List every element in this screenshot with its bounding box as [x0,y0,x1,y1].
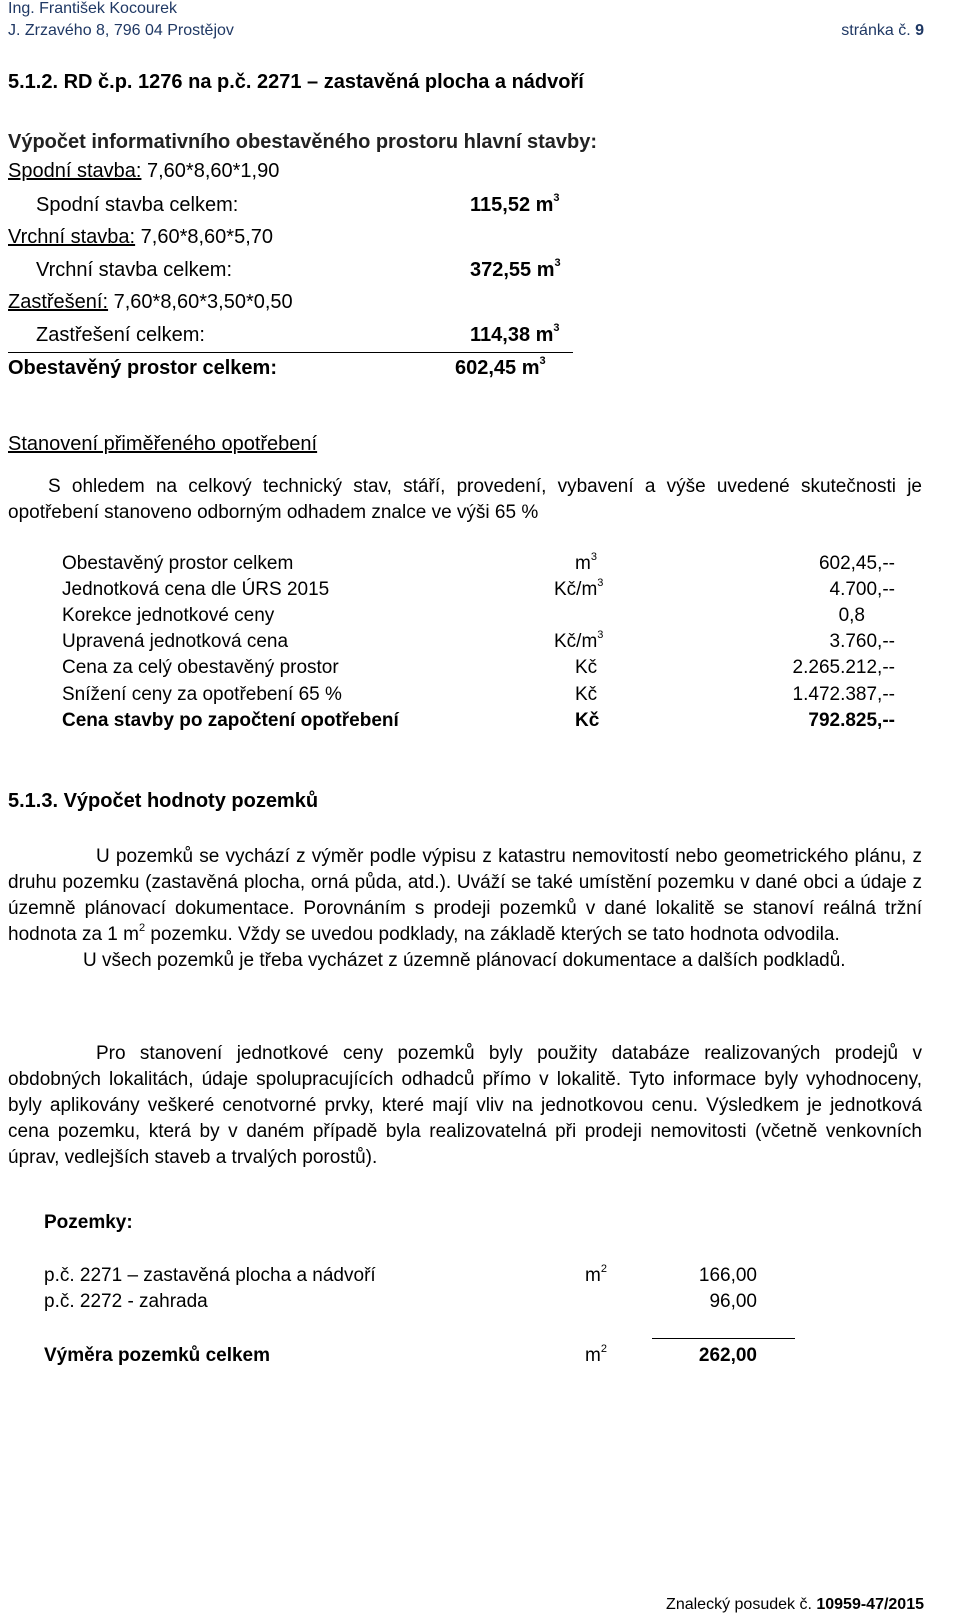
land-total-unit [585,1342,607,1367]
land-total-value: 262,00 [698,1345,757,1366]
price-row-unit [554,576,604,601]
unit-text: m [585,1345,601,1366]
price-row-value: 0,8 [838,605,865,626]
price-row-unit [554,628,604,653]
unit-text: Kč/m [554,631,598,652]
price-row-label: Obestavěný prostor celkem [62,553,294,574]
calc-row-label: Spodní stavba: [8,160,142,182]
land-paragraph-2: U všech pozemků je třeba vycházet z územně plánovací dokumentace a dalších podkladů. [83,950,846,971]
footer-label: Znalecký posudek č. [666,1596,817,1613]
unit-superscript: 3 [553,192,560,205]
calc-row-label: Vrchní stavba: [8,226,136,248]
unit-superscript: 2 [600,1262,607,1275]
unit-text: m [575,553,591,574]
price-row-label: Korekce jednotkové ceny [62,605,275,626]
price-row-label: Upravená jednotková cena [62,631,289,652]
sum-rule [8,352,573,353]
land-sum-rule [652,1338,795,1339]
unit-superscript: 3 [553,322,560,335]
price-row-value: 4.700,-- [829,579,895,600]
footer-report-number [666,1596,924,1614]
price-row-unit: Kč [575,710,600,731]
total-value-text: 115,52 m [470,194,554,216]
author-name: Ing. František Kocourek [8,0,177,17]
price-row-label: Cena stavby po započtení opotřebení [62,710,399,731]
unit-text: Kč/m [554,579,598,600]
price-row-value: 1.472.387,-- [792,684,895,705]
unit-text: m [585,1265,601,1286]
footer-number: 10959-47/2015 [816,1596,924,1613]
land-item-unit [585,1262,607,1287]
page-number [841,22,924,40]
land-item-label: p.č. 2271 – zastavěná plocha a nádvoří [44,1265,376,1286]
total-value-text: 114,38 m [470,324,554,346]
price-row-unit [575,550,597,575]
calc-row-formula [8,291,293,314]
land-paragraph-3: Pro stanovení jednotkové ceny pozemků byly použity databáze realizovaných prodejů v obdobných lokalitách, údaje spolupracujících odhadců přímo v lokalitě. Tyto informace byly vyhodnoceny, byly aplikovány veškeré cenotvorné prvky, které mají vliv na jednotkovou cenu. Výsledkem je jednotková cena pozemku, která by v daném případě byla realizovatelná při prodeji nemovitosti (včetně venkovních úprav, vedlejších staveb a trvalých porostů). [8,1043,922,1168]
unit-superscript: 2 [600,1342,607,1355]
calc-title: Výpočet informativního obestavěného prostoru hlavní stavby: [8,131,597,153]
wear-heading: Stanovení přiměřeného opotřebení [8,433,318,455]
grand-total-label: Obestavěný prostor celkem: [8,357,277,379]
price-row-unit: Kč [575,657,598,678]
calc-row-total-label: Spodní stavba celkem: [36,194,239,216]
price-row-label: Cena za celý obestavěný prostor [62,657,339,678]
unit-superscript: 3 [590,550,597,563]
calc-row-total-value [470,194,560,217]
section-title-512: 5.1.2. RD č.p. 1276 na p.č. 2271 – zastavěná plocha a nádvoří [8,71,584,93]
land-heading: Pozemky: [44,1212,133,1233]
land-total-label: Výměra pozemků celkem [44,1345,271,1366]
land-item-value: 96,00 [709,1291,757,1312]
paragraph-text: U pozemků se vychází z výměr podle výpisu z katastru nemovitostí nebo geometrického plánu, z druhu pozemku (zastavěná plocha, orná půda, atd.). Uváží se také umístění pozemku v dané obci a údaje z územně plánovací dokumentace. Porovnáním s prodeji pozemků v dané lokalitě se stanoví reálná tržní hodnota za 1 m [8,846,922,945]
author-address: J. Zrzavého 8, 796 04 Prostějov [8,22,234,39]
grand-total-text: 602,45 m [455,357,540,379]
price-row-value: 3.760,-- [829,631,895,652]
calc-row-formula-value: 7,60*8,60*1,90 [141,160,280,182]
calc-row-formula-value: 7,60*8,60*5,70 [135,226,274,248]
price-row-unit: Kč [575,684,598,705]
calc-row-formula [8,226,273,249]
price-row-label: Snížení ceny za opotřebení 65 % [62,684,342,705]
price-row-value: 792.825,-- [808,710,895,731]
unit-superscript: 3 [597,576,604,589]
wear-text: S ohledem na celkový technický stav, stáří, provedení, vybavení a výše uvedené skutečnosti je opotřebení stanoveno odborným odhadem znalce ve výši 65 % [8,476,922,523]
total-value-text: 372,55 m [470,259,555,281]
calc-row-formula-value: 7,60*8,60*3,50*0,50 [108,291,293,313]
calc-row-total-label: Vrchní stavba celkem: [36,259,233,281]
land-item-value: 166,00 [698,1265,757,1286]
grand-total-value [455,357,546,380]
unit-superscript: 3 [554,257,561,270]
calc-row-total-label: Zastřešení celkem: [36,324,205,346]
price-row-value: 2.265.212,-- [792,657,895,678]
unit-superscript: 2 [138,921,146,934]
section-title-513: 5.1.3. Výpočet hodnoty pozemků [8,790,319,812]
land-paragraph-1 [8,844,922,974]
calc-row-total-value [470,324,560,347]
unit-superscript: 3 [597,628,604,641]
land-item-label: p.č. 2272 - zahrada [44,1291,208,1312]
unit-superscript: 3 [539,355,546,368]
page-number-value: 9 [915,22,924,39]
price-row-label: Jednotková cena dle ÚRS 2015 [62,579,330,600]
calc-row-label: Zastřešení: [8,291,109,313]
page-label: stránka č. [841,22,916,39]
calc-row-formula [8,160,279,183]
price-row-value: 602,45,-- [818,553,895,574]
paragraph-text-end: pozemku. Vždy se uvedou podklady, na základě kterých se tato hodnota odvodila. [145,924,840,945]
calc-row-total-value [470,259,561,282]
